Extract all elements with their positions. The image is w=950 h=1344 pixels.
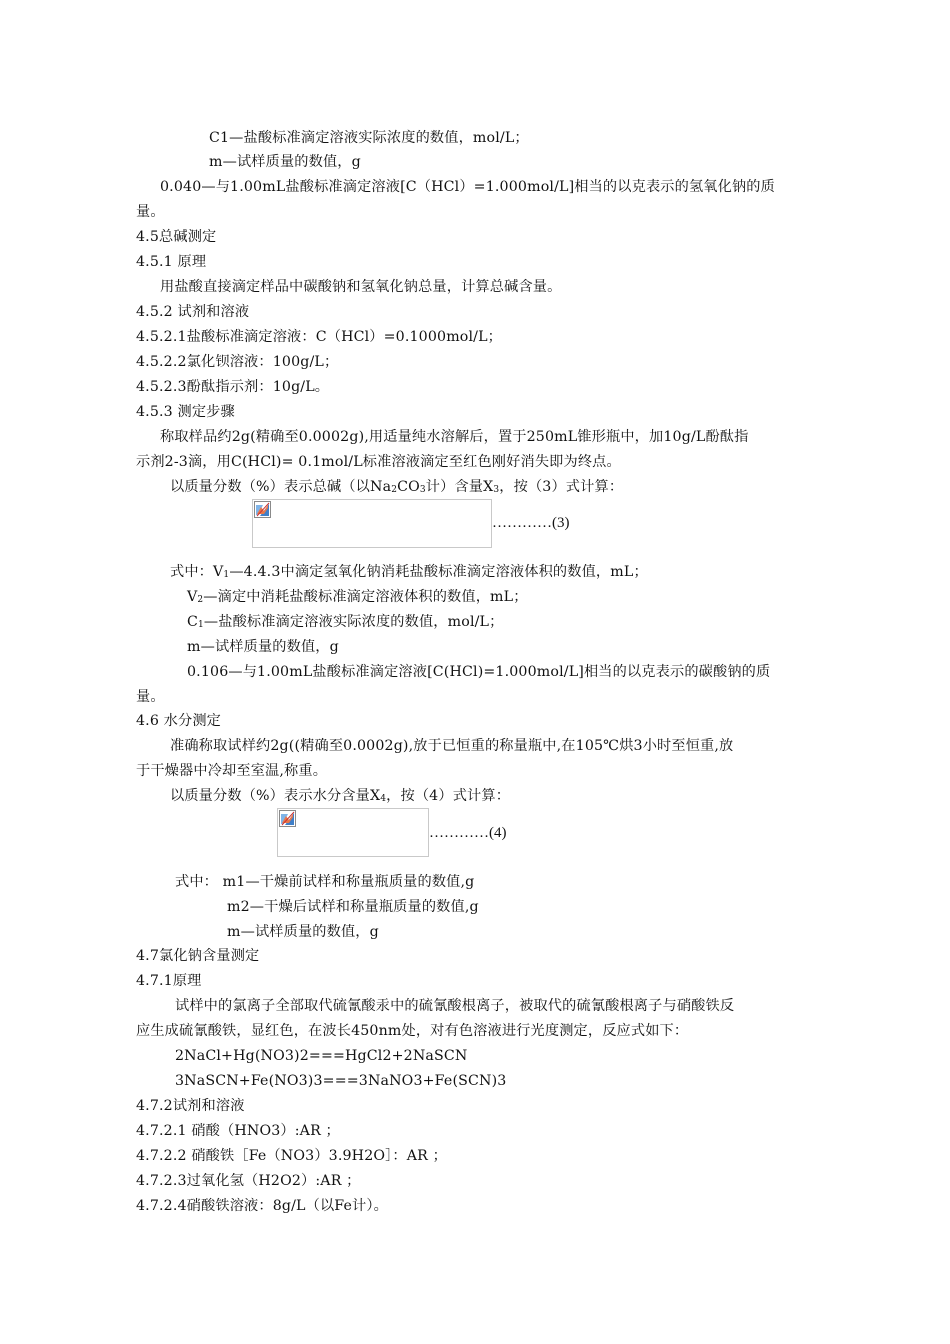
reagent-4-5-2-1: 4.5.2.1盐酸标准滴定溶液：C（HCl）=0.1000mol/L； <box>136 329 503 345</box>
legend-m-line: m—试样质量的数值，g <box>209 154 361 170</box>
subsection-4-5-3: 4.5.3 测定步骤 <box>136 404 235 420</box>
reagent-4-5-2-3: 4.5.2.3酚酞指示剂：10g/L。 <box>136 379 330 395</box>
procedure-line-1: 称取样品约2g(精确至0.0002g),用适量纯水溶解后，置于250mL锥形瓶中，加10g/L酚酞指 <box>160 429 749 445</box>
section-title-4-6: 4.6 水分测定 <box>136 713 222 729</box>
subsection-4-5-1: 4.5.1 原理 <box>136 254 207 270</box>
subsection-4-7-1: 4.7.1原理 <box>136 973 202 989</box>
principle-paragraph: 用盐酸直接滴定样品中碳酸钠和氢氧化钠总量，计算总碱含量。 <box>160 279 562 295</box>
broken-image-icon <box>279 810 296 827</box>
legend3-v1: 式中：$V_1—4.4.3$中滴定氢氧化钠消耗盐酸标准滴定溶液体积的数值，mL； <box>170 564 648 580</box>
legend4-m2: m2—干燥后试样和称量瓶质量的数值,g <box>227 899 479 915</box>
formula-4-image <box>277 808 429 857</box>
subsection-4-5-2: 4.5.2 试剂和溶液 <box>136 304 250 320</box>
reagent-4-7-2-3: 4.7.2.3过氧化氢（H2O2）:AR ； <box>136 1173 361 1189</box>
legend3-coef: 0.106—与1.00mL盐酸标准滴定溶液[C(HCl)=1.000mol/L]相当的以克表示的碳酸钠的质 <box>187 664 771 680</box>
eq3-intro: 以质量分数（%）表示总碱（以$Na_2CO_3$计）含量$X_3$，按（3）式计算： <box>170 479 624 495</box>
legend4-m: m—试样质量的数值，g <box>227 924 379 940</box>
legend3-coef-cont: 量。 <box>136 689 165 705</box>
formula-3-image <box>252 499 492 548</box>
reagent-4-7-2-4: 4.7.2.4硝酸铁溶液：8g/L（以Fe计）。 <box>136 1198 388 1214</box>
section-title-4-7: 4.7氯化钠含量测定 <box>136 948 260 964</box>
formula-3-number: …………(3) <box>492 515 570 531</box>
reagent-4-5-2-2: 4.5.2.2氯化钡溶液：100g/L； <box>136 354 339 370</box>
legend4-m1: 式中： m1—干燥前试样和称量瓶质量的数值,g <box>175 874 475 890</box>
moisture-paragraph-1: 准确称取试样约2g((精确至0.0002g),放于已恒重的称量瓶中,在105℃烘3小时至恒重,放 <box>170 738 734 754</box>
nacl-principle-1: 试样中的氯离子全部取代硫氰酸汞中的硫氰酸根离子，被取代的硫氰酸根离子与硝酸铁反 <box>175 998 735 1014</box>
moisture-paragraph-2: 于干燥器中冷却至室温,称重。 <box>136 763 328 779</box>
legend-coef-line-cont: 量。 <box>136 204 165 220</box>
legend3-v2: $V_2—$滴定中消耗盐酸标准滴定溶液体积的数值，mL； <box>187 589 528 605</box>
subsection-4-7-2: 4.7.2试剂和溶液 <box>136 1098 245 1114</box>
legend3-c1: $C_1—$盐酸标准滴定溶液实际浓度的数值，mol/L； <box>187 614 504 630</box>
nacl-principle-2: 应生成硫氰酸铁，显红色，在波长450nm处，对有色溶液进行光度测定，反应式如下： <box>136 1023 689 1039</box>
procedure-line-2: 示剂2-3滴，用C(HCl)= 0.1mol/L标准溶液滴定至红色刚好消失即为终点。 <box>136 454 621 470</box>
legend-coef-line: 0.040—与1.00mL盐酸标准滴定溶液[C（HCl）=1.000mol/L]相当的以克表示的氢氧化钠的质 <box>160 179 775 195</box>
formula-4-number: …………(4) <box>429 825 507 841</box>
legend-c1-line: C1—盐酸标准滴定溶液实际浓度的数值，mol/L； <box>209 130 529 146</box>
reagent-4-7-2-2: 4.7.2.2 硝酸铁［Fe（NO3）3.9H2O］：AR ； <box>136 1148 447 1164</box>
reaction-1: 2NaCl+Hg(NO3)2===HgCl2+2NaSCN <box>175 1048 468 1064</box>
legend3-m: m—试样质量的数值，g <box>187 639 339 655</box>
reagent-4-7-2-1: 4.7.2.1 硝酸（HNO3）:AR ； <box>136 1123 340 1139</box>
broken-image-icon <box>254 501 271 518</box>
reaction-2: 3NaSCN+Fe(NO3)3===3NaNO3+Fe(SCN)3 <box>175 1073 507 1089</box>
section-title-4-5: 4.5总碱测定 <box>136 229 217 245</box>
eq4-intro: 以质量分数（%）表示水分含量$X_4$，按（4）式计算： <box>170 788 511 804</box>
